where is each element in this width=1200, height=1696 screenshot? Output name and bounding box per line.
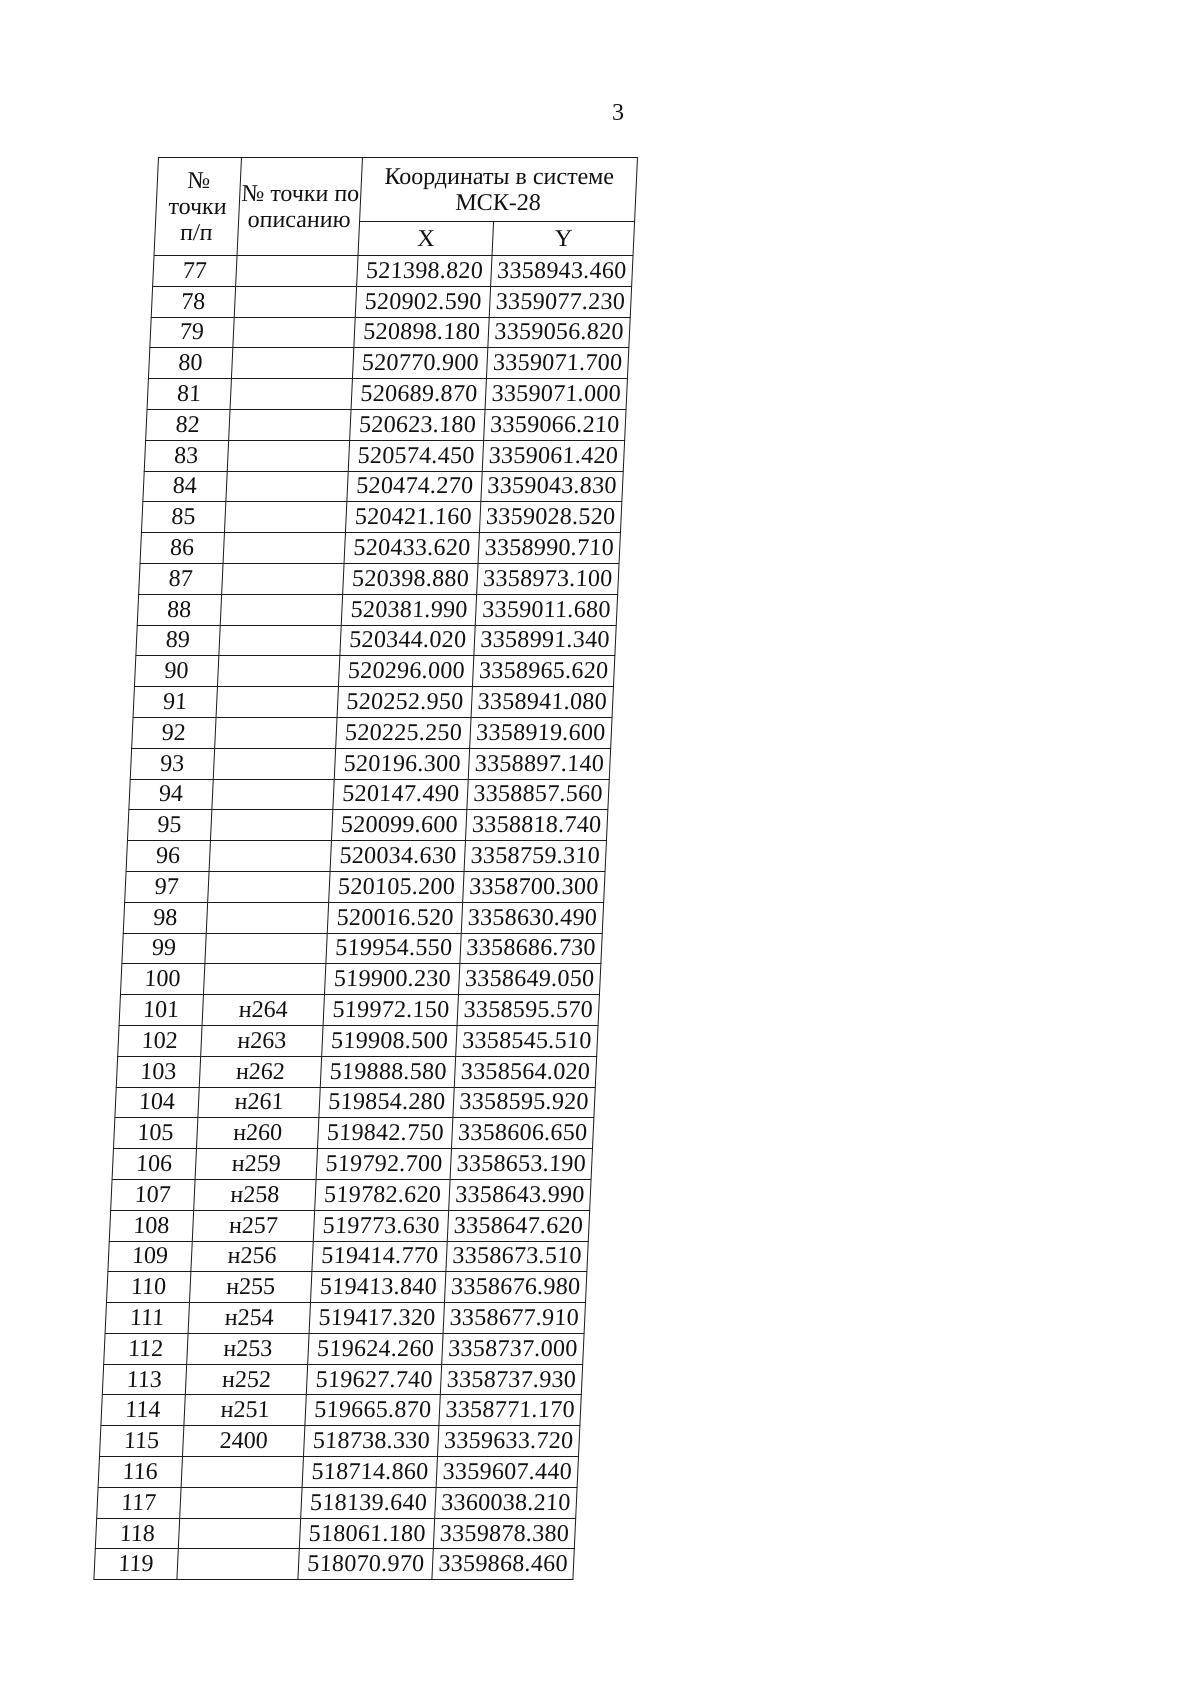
point-number-cell: 117 xyxy=(97,1487,181,1518)
description-point-cell xyxy=(230,379,353,410)
point-number-cell: 115 xyxy=(99,1426,183,1457)
description-point-cell: н261 xyxy=(198,1087,321,1118)
description-point-cell xyxy=(227,440,350,471)
description-point-cell: н264 xyxy=(202,995,325,1026)
point-number-cell: 119 xyxy=(94,1549,178,1580)
description-point-cell: н254 xyxy=(188,1303,311,1334)
description-point-cell xyxy=(179,1487,302,1518)
x-coordinate-cell: 519900.230 xyxy=(325,964,460,995)
x-coordinate-cell: 519414.770 xyxy=(312,1241,447,1272)
point-number-cell: 89 xyxy=(136,625,220,656)
point-number-cell: 93 xyxy=(130,748,214,779)
point-number-cell: 103 xyxy=(116,1056,200,1087)
description-point-cell: 2400 xyxy=(182,1426,305,1457)
description-point-cell: н257 xyxy=(192,1210,315,1241)
description-point-cell xyxy=(216,687,339,718)
table-row xyxy=(105,1303,585,1334)
x-coordinate-cell: 519842.750 xyxy=(318,1118,453,1149)
description-point-cell xyxy=(224,502,347,533)
point-number-cell: 91 xyxy=(133,687,217,718)
table-row xyxy=(113,1118,593,1149)
table-row xyxy=(111,1179,591,1210)
x-coordinate-cell: 519972.150 xyxy=(323,995,458,1026)
table-row xyxy=(97,1487,577,1518)
description-point-cell: н262 xyxy=(199,1056,322,1087)
description-point-cell xyxy=(203,964,326,995)
x-coordinate-cell: 518139.640 xyxy=(301,1487,436,1518)
y-coordinate-cell: 3358965.620 xyxy=(473,656,615,687)
table-row xyxy=(153,256,633,287)
x-coordinate-cell: 520034.630 xyxy=(330,841,465,872)
point-number-cell: 111 xyxy=(105,1303,189,1334)
description-point-cell xyxy=(228,409,351,440)
point-number-cell: 108 xyxy=(109,1210,193,1241)
description-point-cell: н263 xyxy=(200,1025,323,1056)
point-number-cell: 109 xyxy=(108,1241,192,1272)
y-coordinate-cell: 3358653.190 xyxy=(450,1149,592,1180)
description-point-cell xyxy=(218,625,341,656)
table-row xyxy=(119,995,599,1026)
table-row xyxy=(140,533,620,564)
y-coordinate-cell: 3358676.980 xyxy=(445,1272,587,1303)
y-coordinate-cell: 3359071.000 xyxy=(485,379,627,410)
x-coordinate-cell: 520689.870 xyxy=(351,379,486,410)
page-number: 3 xyxy=(612,100,624,126)
point-number-cell: 78 xyxy=(151,286,235,317)
description-point-cell xyxy=(177,1549,300,1580)
description-point-cell xyxy=(223,533,346,564)
y-coordinate-cell: 3359607.440 xyxy=(436,1457,578,1488)
point-number-cell: 112 xyxy=(104,1333,188,1364)
point-number-cell: 102 xyxy=(118,1025,202,1056)
x-coordinate-cell: 518070.970 xyxy=(298,1549,433,1580)
y-coordinate-cell: 3359028.520 xyxy=(480,502,622,533)
y-coordinate-cell: 3358595.570 xyxy=(457,995,599,1026)
table-row xyxy=(125,871,605,902)
x-coordinate-cell: 520898.180 xyxy=(354,317,489,348)
description-point-cell xyxy=(217,656,340,687)
x-coordinate-cell: 520474.270 xyxy=(347,471,482,502)
table-row xyxy=(137,594,617,625)
point-number-cell: 83 xyxy=(144,440,228,471)
point-number-cell: 110 xyxy=(106,1272,190,1303)
description-point-cell xyxy=(178,1518,301,1549)
description-point-cell: н252 xyxy=(185,1364,308,1395)
x-coordinate-cell: 520381.990 xyxy=(342,594,477,625)
y-coordinate-cell: 3358564.020 xyxy=(454,1056,596,1087)
header-x: X xyxy=(358,222,493,256)
x-coordinate-cell: 520902.590 xyxy=(356,286,491,317)
table-header xyxy=(154,158,637,256)
table-row xyxy=(133,687,613,718)
x-coordinate-cell: 519888.580 xyxy=(321,1056,456,1087)
x-coordinate-cell: 520099.600 xyxy=(332,810,467,841)
x-coordinate-cell: 520147.490 xyxy=(333,779,468,810)
x-coordinate-cell: 520016.520 xyxy=(328,902,463,933)
description-point-cell: н251 xyxy=(184,1395,307,1426)
table-row xyxy=(123,902,603,933)
x-coordinate-cell: 519624.260 xyxy=(308,1333,443,1364)
y-coordinate-cell: 3359077.230 xyxy=(489,286,631,317)
x-coordinate-cell: 520196.300 xyxy=(335,748,470,779)
point-number-cell: 81 xyxy=(147,379,231,410)
x-coordinate-cell: 519627.740 xyxy=(307,1364,442,1395)
description-point-cell xyxy=(207,871,330,902)
header-coordinate-system: Координаты в системе МСК-28 xyxy=(360,158,638,222)
description-point-cell xyxy=(205,933,328,964)
point-number-cell: 100 xyxy=(120,964,204,995)
description-point-cell xyxy=(181,1457,304,1488)
y-coordinate-cell: 3358857.560 xyxy=(467,779,609,810)
description-point-cell xyxy=(221,563,344,594)
x-coordinate-cell: 519782.620 xyxy=(315,1179,450,1210)
point-number-cell: 84 xyxy=(143,471,227,502)
x-coordinate-cell: 521398.820 xyxy=(357,256,492,287)
x-coordinate-cell: 518738.330 xyxy=(304,1426,439,1457)
y-coordinate-cell: 3359061.420 xyxy=(482,440,624,471)
y-coordinate-cell: 3358673.510 xyxy=(446,1241,588,1272)
table-row xyxy=(102,1364,582,1395)
x-coordinate-cell: 519908.500 xyxy=(322,1025,457,1056)
x-coordinate-cell: 519792.700 xyxy=(316,1149,451,1180)
y-coordinate-cell: 3359633.720 xyxy=(438,1426,580,1457)
table-row xyxy=(144,440,624,471)
point-number-cell: 113 xyxy=(102,1364,186,1395)
point-number-cell: 95 xyxy=(127,810,211,841)
point-number-cell: 85 xyxy=(141,502,225,533)
table-row xyxy=(150,317,630,348)
x-coordinate-cell: 519854.280 xyxy=(319,1087,454,1118)
y-coordinate-cell: 3360038.210 xyxy=(435,1487,577,1518)
description-point-cell xyxy=(234,286,357,317)
table-row xyxy=(147,379,627,410)
x-coordinate-cell: 520225.250 xyxy=(336,717,471,748)
point-number-cell: 96 xyxy=(126,841,210,872)
point-number-cell: 97 xyxy=(125,871,209,902)
description-point-cell xyxy=(209,841,332,872)
header-y: Y xyxy=(492,222,634,256)
x-coordinate-cell: 520433.620 xyxy=(344,533,479,564)
table-row xyxy=(134,656,614,687)
y-coordinate-cell: 3359011.680 xyxy=(475,594,617,625)
table-row xyxy=(95,1518,575,1549)
table-row xyxy=(106,1272,586,1303)
point-number-cell: 77 xyxy=(153,256,237,287)
x-coordinate-cell: 520105.200 xyxy=(329,871,464,902)
table-row xyxy=(146,409,626,440)
table-row xyxy=(98,1457,578,1488)
x-coordinate-cell: 520421.160 xyxy=(346,502,481,533)
y-coordinate-cell: 3358686.730 xyxy=(460,933,602,964)
table-row xyxy=(94,1549,574,1580)
description-point-cell xyxy=(214,717,337,748)
y-coordinate-cell: 3358818.740 xyxy=(466,810,608,841)
x-coordinate-cell: 519773.630 xyxy=(314,1210,449,1241)
table-row xyxy=(148,348,628,379)
y-coordinate-cell: 3358991.340 xyxy=(474,625,616,656)
description-point-cell xyxy=(232,317,355,348)
table-row xyxy=(139,563,619,594)
header-point-number: № точки п/п xyxy=(154,158,241,256)
x-coordinate-cell: 519413.840 xyxy=(311,1272,446,1303)
description-point-cell: н253 xyxy=(186,1333,309,1364)
table-row xyxy=(126,841,606,872)
point-number-cell: 86 xyxy=(140,533,224,564)
table-row xyxy=(129,779,609,810)
point-number-cell: 118 xyxy=(95,1518,179,1549)
point-number-cell: 94 xyxy=(129,779,213,810)
y-coordinate-cell: 3359071.700 xyxy=(487,348,629,379)
table-row xyxy=(118,1025,598,1056)
x-coordinate-cell: 520398.880 xyxy=(343,563,478,594)
x-coordinate-cell: 519417.320 xyxy=(309,1303,444,1334)
table-row xyxy=(104,1333,584,1364)
point-number-cell: 107 xyxy=(111,1179,195,1210)
table-row xyxy=(109,1210,589,1241)
table-row xyxy=(141,502,621,533)
table-row xyxy=(116,1056,596,1087)
point-number-cell: 92 xyxy=(132,717,216,748)
y-coordinate-cell: 3358595.920 xyxy=(453,1087,595,1118)
point-number-cell: 99 xyxy=(122,933,206,964)
description-point-cell xyxy=(220,594,343,625)
y-coordinate-cell: 3359868.460 xyxy=(432,1549,574,1580)
point-number-cell: 98 xyxy=(123,902,207,933)
description-point-cell xyxy=(231,348,354,379)
table-row xyxy=(108,1241,588,1272)
x-coordinate-cell: 520574.450 xyxy=(349,440,484,471)
point-number-cell: 90 xyxy=(134,656,218,687)
y-coordinate-cell: 3358677.910 xyxy=(443,1303,585,1334)
y-coordinate-cell: 3358630.490 xyxy=(461,902,603,933)
y-coordinate-cell: 3358700.300 xyxy=(463,871,605,902)
point-number-cell: 87 xyxy=(139,563,223,594)
x-coordinate-cell: 520296.000 xyxy=(339,656,474,687)
description-point-cell xyxy=(211,779,334,810)
y-coordinate-cell: 3358759.310 xyxy=(464,841,606,872)
y-coordinate-cell: 3359878.380 xyxy=(433,1518,575,1549)
y-coordinate-cell: 3358943.460 xyxy=(491,256,633,287)
x-coordinate-cell: 519665.870 xyxy=(305,1395,440,1426)
point-number-cell: 80 xyxy=(148,348,232,379)
table-row xyxy=(120,964,600,995)
header-description-point: № точки по описанию xyxy=(237,158,363,256)
x-coordinate-cell: 520344.020 xyxy=(340,625,475,656)
description-point-cell xyxy=(235,256,358,287)
x-coordinate-cell: 518061.180 xyxy=(300,1518,435,1549)
y-coordinate-cell: 3358897.140 xyxy=(468,748,610,779)
table-row xyxy=(151,286,631,317)
point-number-cell: 79 xyxy=(150,317,234,348)
table-body xyxy=(94,256,633,1580)
y-coordinate-cell: 3358771.170 xyxy=(439,1395,581,1426)
y-coordinate-cell: 3358545.510 xyxy=(456,1025,598,1056)
y-coordinate-cell: 3359056.820 xyxy=(488,317,630,348)
y-coordinate-cell: 3358649.050 xyxy=(459,964,601,995)
table-row xyxy=(122,933,602,964)
point-number-cell: 114 xyxy=(101,1395,185,1426)
description-point-cell: н258 xyxy=(193,1179,316,1210)
table-row xyxy=(99,1426,579,1457)
description-point-cell xyxy=(225,471,348,502)
description-point-cell: н256 xyxy=(191,1241,314,1272)
table-row xyxy=(143,471,623,502)
point-number-cell: 116 xyxy=(98,1457,182,1488)
y-coordinate-cell: 3358737.930 xyxy=(440,1364,582,1395)
coordinates-table xyxy=(93,157,638,1580)
description-point-cell xyxy=(213,748,336,779)
point-number-cell: 106 xyxy=(112,1149,196,1180)
x-coordinate-cell: 520623.180 xyxy=(350,409,485,440)
point-number-cell: 105 xyxy=(113,1118,197,1149)
y-coordinate-cell: 3358643.990 xyxy=(449,1179,591,1210)
description-point-cell: н255 xyxy=(189,1272,312,1303)
x-coordinate-cell: 520770.900 xyxy=(353,348,488,379)
table-row xyxy=(101,1395,581,1426)
table-row xyxy=(112,1149,592,1180)
y-coordinate-cell: 3359043.830 xyxy=(481,471,623,502)
y-coordinate-cell: 3358941.080 xyxy=(471,687,613,718)
y-coordinate-cell: 3358737.000 xyxy=(442,1333,584,1364)
description-point-cell xyxy=(206,902,329,933)
table-row xyxy=(130,748,610,779)
y-coordinate-cell: 3358919.600 xyxy=(470,717,612,748)
x-coordinate-cell: 519954.550 xyxy=(326,933,461,964)
y-coordinate-cell: 3358990.710 xyxy=(478,533,620,564)
description-point-cell: н260 xyxy=(196,1118,319,1149)
point-number-cell: 104 xyxy=(115,1087,199,1118)
table-row xyxy=(115,1087,595,1118)
y-coordinate-cell: 3358606.650 xyxy=(452,1118,594,1149)
y-coordinate-cell: 3358647.620 xyxy=(447,1210,589,1241)
description-point-cell xyxy=(210,810,333,841)
point-number-cell: 82 xyxy=(146,409,230,440)
point-number-cell: 101 xyxy=(119,995,203,1026)
x-coordinate-cell: 518714.860 xyxy=(302,1457,437,1488)
table-row xyxy=(127,810,607,841)
y-coordinate-cell: 3358973.100 xyxy=(477,563,619,594)
table-row xyxy=(132,717,612,748)
x-coordinate-cell: 520252.950 xyxy=(337,687,472,718)
y-coordinate-cell: 3359066.210 xyxy=(484,409,626,440)
point-number-cell: 88 xyxy=(137,594,221,625)
table-row xyxy=(136,625,616,656)
description-point-cell: н259 xyxy=(195,1149,318,1180)
